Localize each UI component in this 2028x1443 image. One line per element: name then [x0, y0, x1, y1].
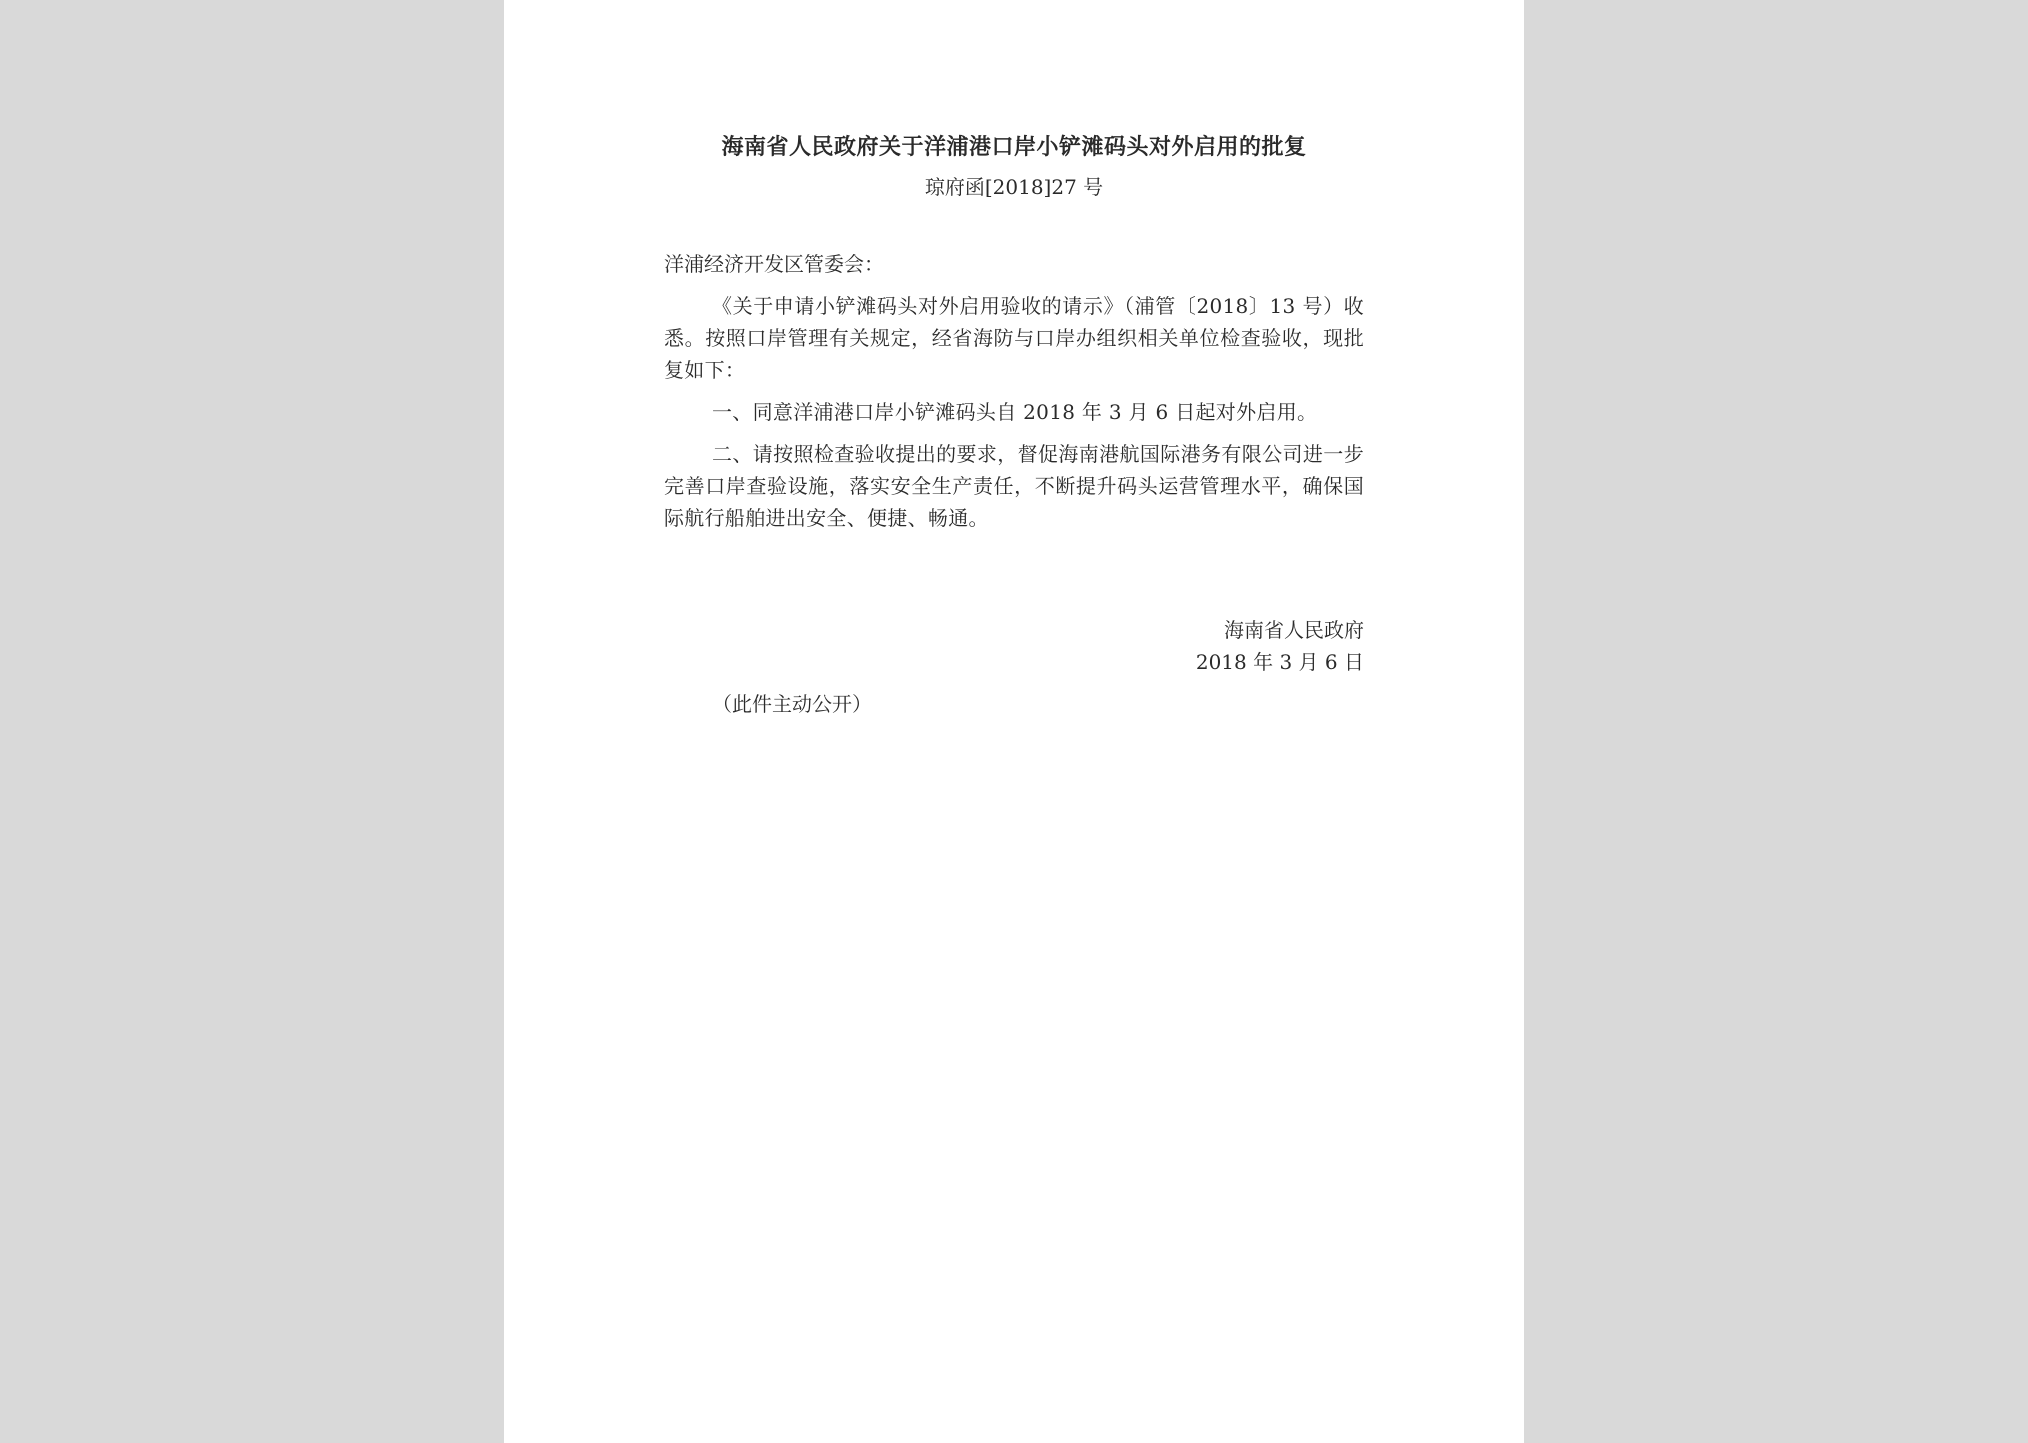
body-paragraph: 《关于申请小铲滩码头对外启用验收的请示》（浦管〔2018〕13 号）收悉。按照口岸管理有关规定，经省海防与口岸办组织相关单位检查验收，现批复如下： — [664, 294, 1364, 382]
body-paragraph: 二、请按照检查验收提出的要求，督促海南港航国际港务有限公司进一步完善口岸查验设施，落实安全生产责任，不断提升码头运营管理水平，确保国际航行船舶进出安全、便捷、畅通。 — [664, 442, 1364, 530]
body-paragraph: 一、同意洋浦港口岸小铲滩码头自 2018 年 3 月 6 日起对外启用。 — [712, 400, 1318, 424]
addressee: 洋浦经济开发区管委会： — [664, 252, 884, 276]
document-number: 琼府函[2018]27 号 — [924, 175, 1104, 199]
document-page — [504, 0, 1524, 1443]
document-title: 海南省人民政府关于洋浦港口岸小铲滩码头对外启用的批复 — [721, 134, 1307, 160]
issuer: 海南省人民政府 — [1224, 618, 1364, 642]
signature-block — [664, 614, 1364, 678]
public-disclosure-note: （此件主动公开） — [712, 692, 872, 716]
issue-date: 2018 年 3 月 6 日 — [1195, 650, 1364, 674]
document-content — [664, 128, 1364, 720]
